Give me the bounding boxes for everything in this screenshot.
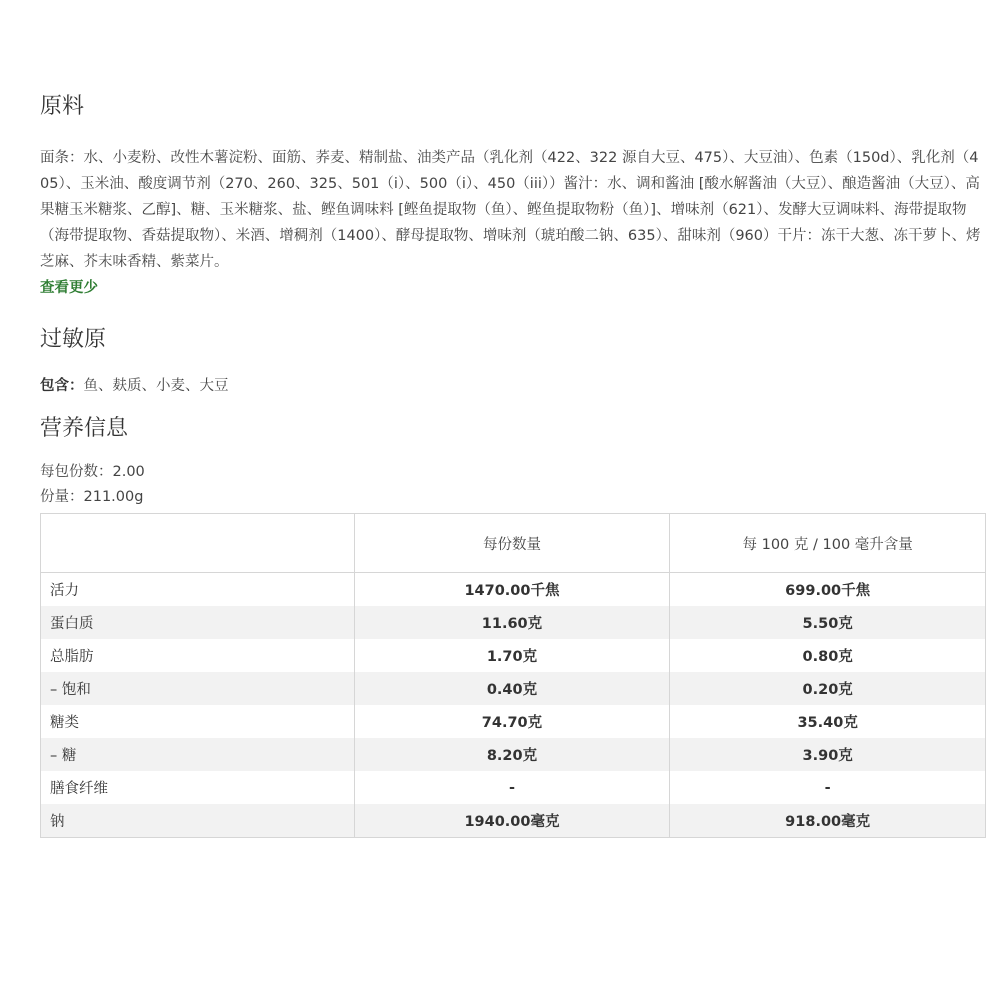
allergens-title: 过敏原	[40, 327, 107, 352]
nutrient-name: 糖类	[41, 705, 355, 738]
table-row	[41, 738, 986, 771]
nutrient-name: 钠	[41, 804, 355, 838]
per-serving-value: 74.70克	[354, 705, 670, 738]
per-serving-value: 0.40克	[354, 672, 670, 705]
per-100-value: 0.20克	[670, 672, 986, 705]
nutrition-title: 营养信息	[40, 416, 129, 441]
per-serving-value: 1470.00千焦	[354, 573, 670, 607]
per-100-value: 5.50克	[670, 606, 986, 639]
nutrient-name: – 饱和	[41, 672, 355, 705]
ingredients-text: 面条：水、小麦粉、改性木薯淀粉、面筋、荞麦、精制盐、油类产品（乳化剂（422、322 源自大豆、475）、大豆油）、色素（150d）、乳化剂（405）、玉米油、酸度调节剂（270、260、325、501（i）、500（i）、450（iii））酱汁：水、调和酱油 [酸水解酱油（大豆）、酿造酱油（大豆）、高果糖玉米糖浆、乙醇]、糖、玉米糖浆、盐、鲣鱼调味料 [鲣鱼提取物（鱼）、鲣鱼提取物粉（鱼）]、增味剂（621）、发酵大豆调味料、海带提取物（海带提取物、香菇提取物）、米酒、增稠剂（1400）、酵母提取物、增味剂（琥珀酸二钠、635）、甜味剂（960）干片：冻干大葱、冻干萝卜、烤芝麻、芥末味香精、紫菜片。	[40, 150, 981, 270]
header-nutrient	[41, 514, 355, 573]
table-row	[41, 804, 986, 838]
table-row	[41, 639, 986, 672]
servings-per-pack: 每包份数：2.00	[40, 464, 145, 480]
nutrition-header-row	[41, 514, 986, 573]
allergens-line	[40, 376, 986, 396]
per-serving-value: 11.60克	[354, 606, 670, 639]
per-serving-value: 8.20克	[354, 738, 670, 771]
header-per-100: 每 100 克 / 100 毫升含量	[670, 514, 986, 573]
nutrient-name: 活力	[41, 573, 355, 607]
nutrition-table	[40, 513, 986, 838]
per-serving-value: 1940.00毫克	[354, 804, 670, 838]
per-100-value: -	[670, 771, 986, 804]
allergens-value: 鱼、麸质、小麦、大豆	[83, 378, 229, 394]
per-100-value: 3.90克	[670, 738, 986, 771]
per-100-value: 918.00毫克	[670, 804, 986, 838]
ingredients-title: 原料	[40, 94, 85, 119]
table-row	[41, 606, 986, 639]
nutrient-name: – 糖	[41, 738, 355, 771]
per-serving-value: -	[354, 771, 670, 804]
per-100-value: 0.80克	[670, 639, 986, 672]
allergens-label: 包含：	[40, 378, 84, 394]
per-100-value: 35.40克	[670, 705, 986, 738]
serving-size: 份量：211.00g	[40, 489, 144, 505]
per-serving-value: 1.70克	[354, 639, 670, 672]
table-row	[41, 573, 986, 607]
see-less-link[interactable]: 查看更少	[40, 280, 98, 296]
table-row	[41, 672, 986, 705]
nutrient-name: 蛋白质	[41, 606, 355, 639]
nutrient-name: 膳食纤维	[41, 771, 355, 804]
table-row	[41, 705, 986, 738]
nutrient-name: 总脂肪	[41, 639, 355, 672]
per-100-value: 699.00千焦	[670, 573, 986, 607]
header-per-serving: 每份数量	[354, 514, 670, 573]
product-info-panel	[40, 92, 986, 838]
table-row	[41, 771, 986, 804]
